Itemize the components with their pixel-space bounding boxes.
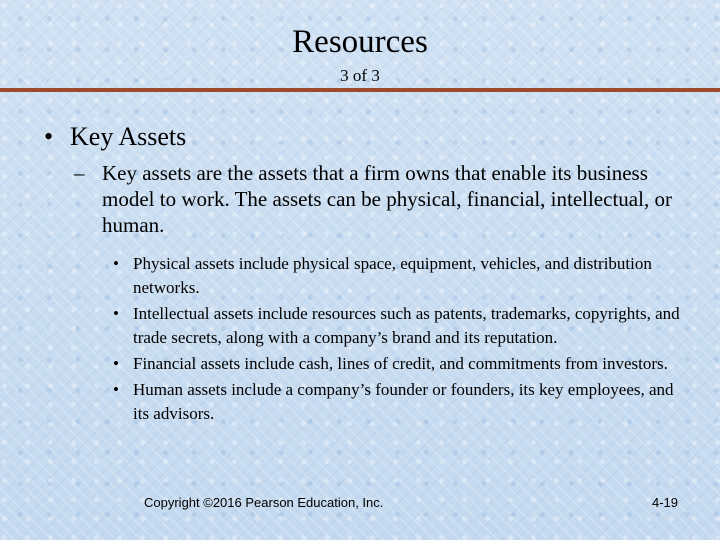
title-divider [0,88,720,92]
bullet-l2-text: Key assets are the assets that a firm owns that enable its business model to work. The assets can be physical, financial, intellectual, or human. [102,161,672,237]
sub-bullet-human [112,378,682,426]
slide-title: Resources [292,24,428,60]
bullet-dot: • [113,254,119,273]
bullet-dot: • [44,122,54,151]
bullet-dot: • [113,380,119,399]
sub-bullet-text: Intellectual assets include resources such as patents, trademarks, copyrights, and trade secrets, along with a company’s brand and its reputation. [133,304,680,347]
bullet-dot: • [113,354,119,373]
bullet-key-assets [44,122,186,152]
sub-bullet-list [112,252,682,428]
sub-bullet-text: Physical assets include physical space, equipment, vehicles, and distribution networks. [133,254,652,297]
bullet-dot: • [113,304,119,323]
bullet-l2 [74,160,674,238]
bullet-l1-text: Key Assets [70,122,187,151]
sub-bullet-financial [112,352,682,376]
sub-bullet-text: Financial assets include cash, lines of credit, and commitments from investors. [133,354,668,373]
sub-bullet-text: Human assets include a company’s founder or founders, its key employees, and its advisors. [133,380,674,423]
sub-bullet-intellectual [112,302,682,350]
footer-page-number: 4-19 [651,495,678,510]
dash-marker: – [74,161,85,185]
slide-subtitle: 3 of 3 [340,66,380,85]
footer-copyright: Copyright ©2016 Pearson Education, Inc. [144,495,384,510]
sub-bullet-physical [112,252,682,300]
